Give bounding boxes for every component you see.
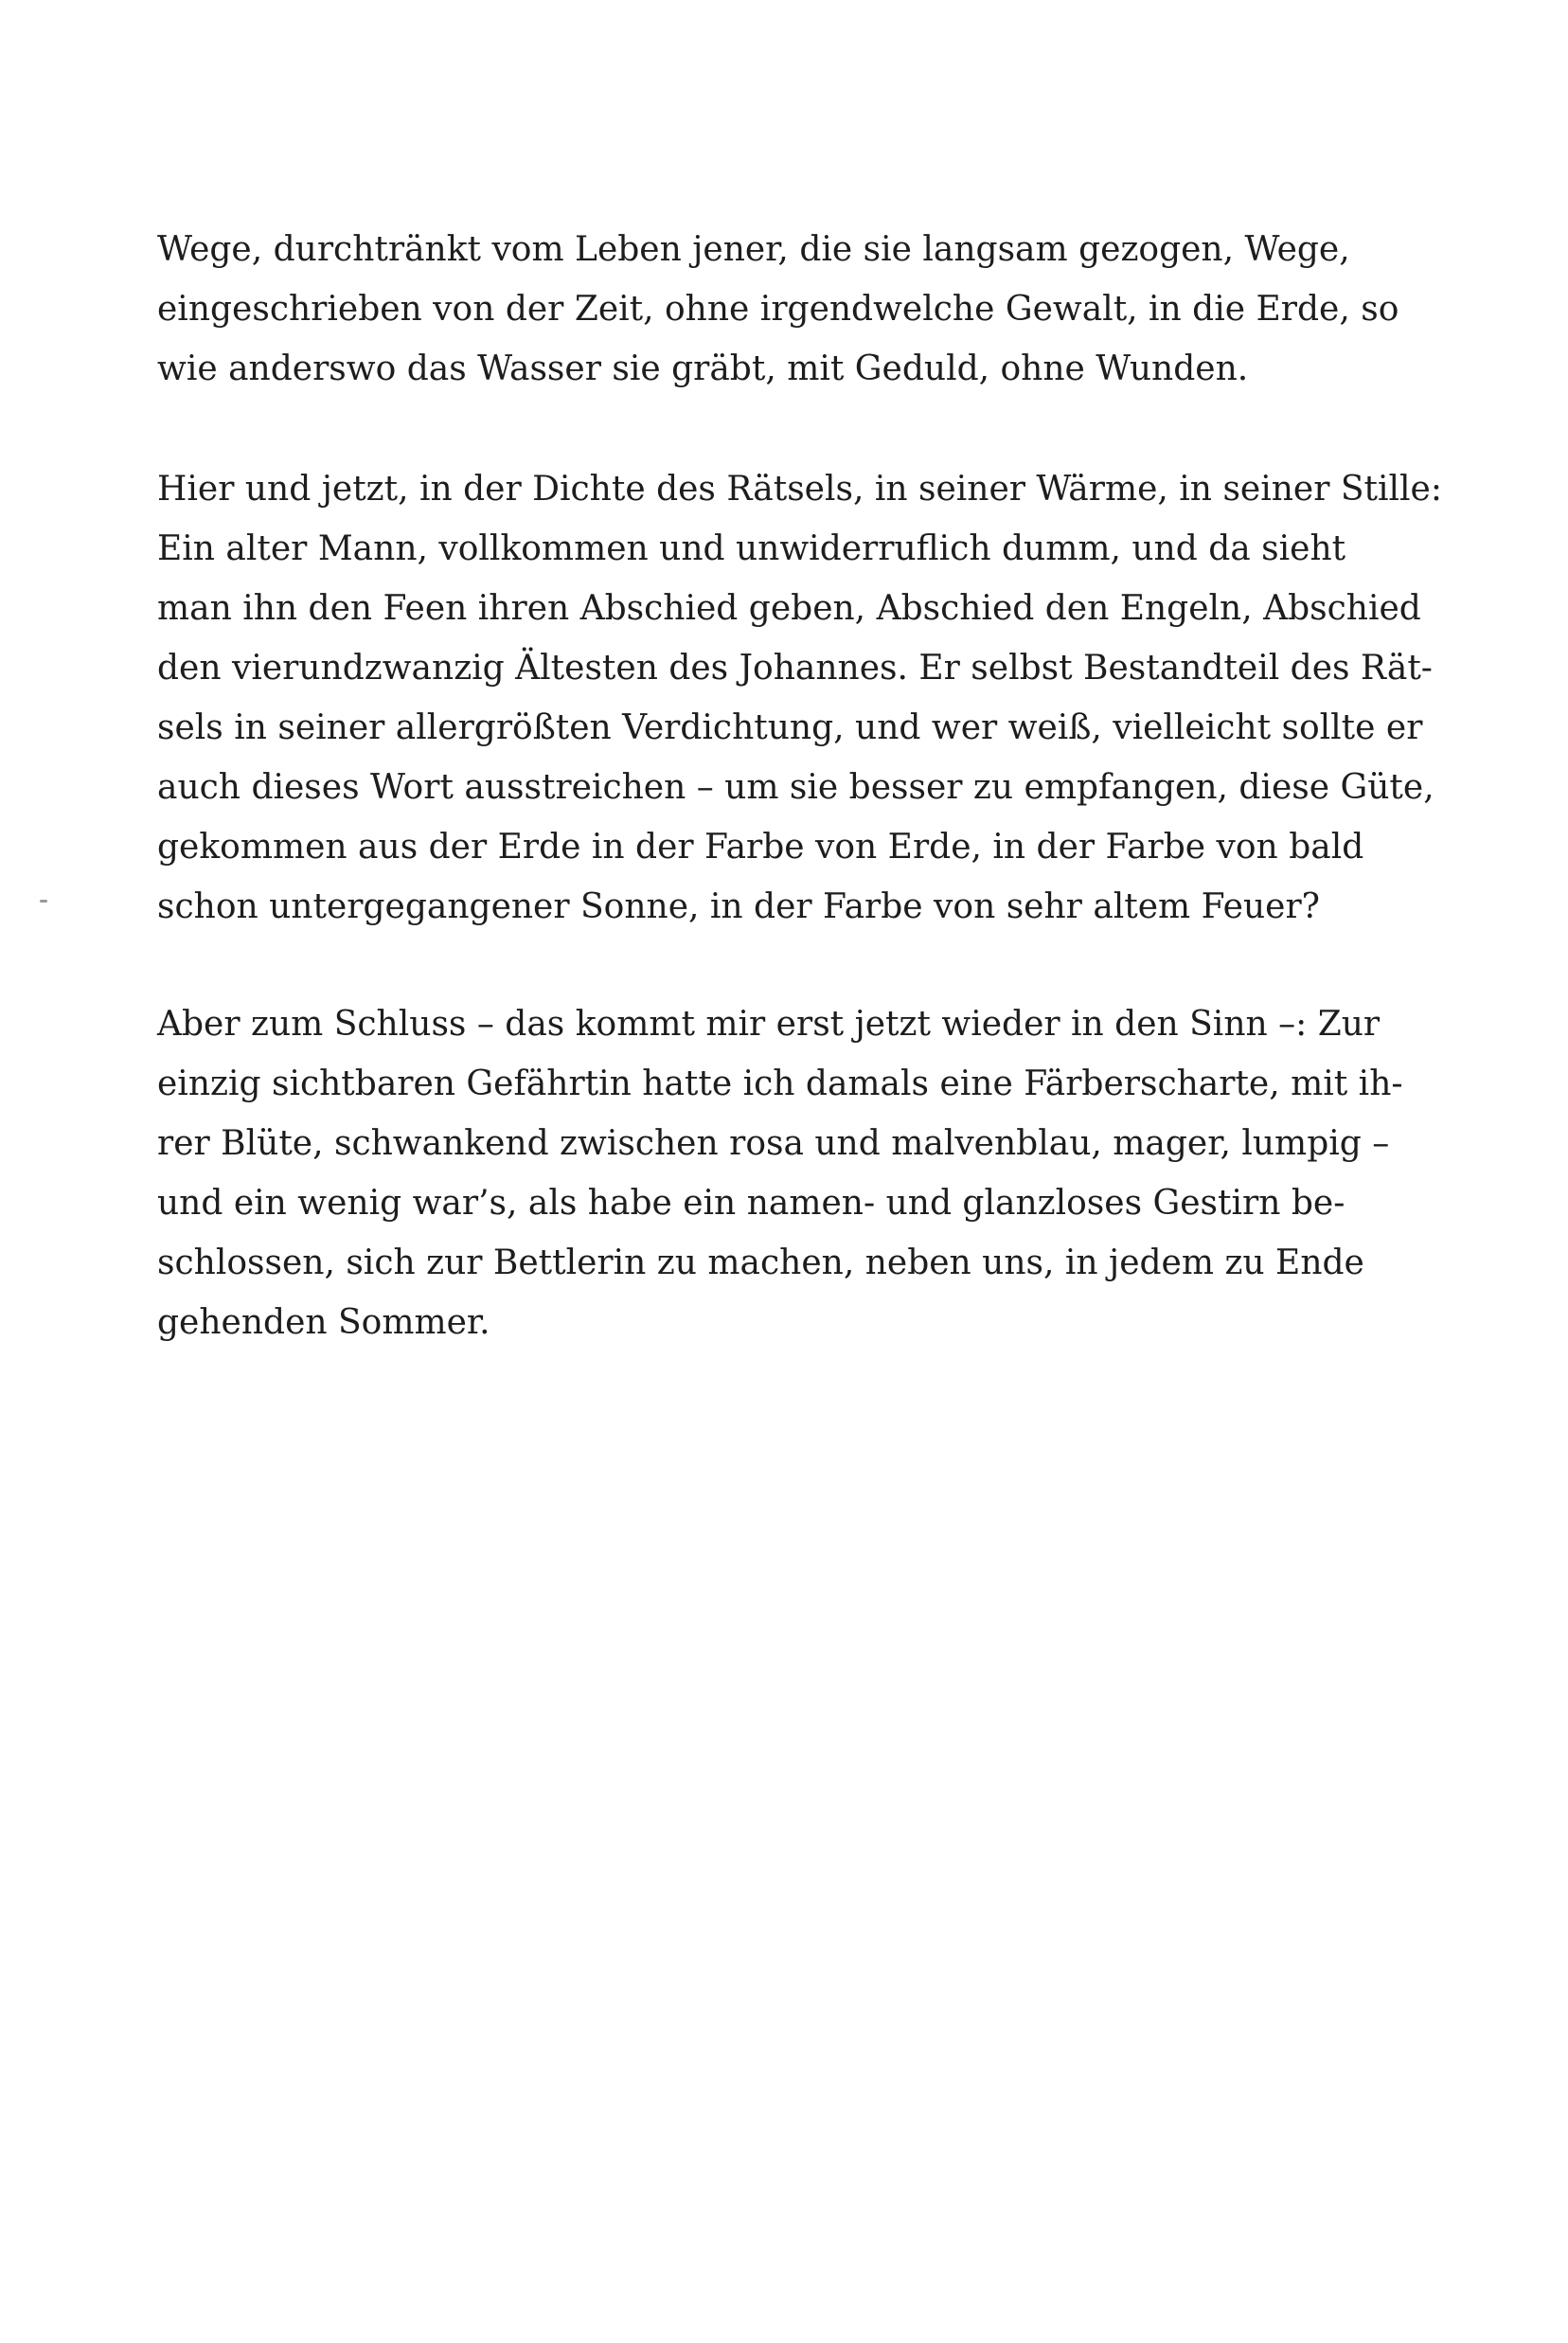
text-line: den vierundzwanzig Ältesten des Johannes. Er selbst Bestandteil des Rät- bbox=[157, 649, 1433, 688]
text-line: sels in seiner allergrößten Verdichtung, und wer weiß, vielleicht sollte er bbox=[157, 708, 1423, 747]
text-line: gekommen aus der Erde in der Farbe von Erde, in der Farbe von bald bbox=[157, 828, 1364, 867]
text-line: Aber zum Schluss – das kommt mir erst jetzt wieder in den Sinn –: Zur bbox=[157, 1005, 1381, 1044]
text-line: Ein alter Mann, vollkommen und unwiderruflich dumm, und da sieht bbox=[157, 529, 1346, 568]
paragraph-2 bbox=[157, 459, 1442, 937]
text-line: schlossen, sich zur Bettlerin zu machen, neben uns, in jedem zu Ende bbox=[157, 1243, 1364, 1282]
text-line: schon untergegangener Sonne, in der Farbe von sehr altem Feuer? bbox=[157, 887, 1320, 926]
text-line: Wege, durchtränkt vom Leben jener, die sie langsam gezogen, Wege, bbox=[157, 230, 1350, 269]
text-line: rer Blüte, schwankend zwischen rosa und malvenblau, mager, lumpig – bbox=[157, 1124, 1390, 1163]
paragraph-3 bbox=[157, 994, 1403, 1352]
margin-mark bbox=[40, 900, 47, 903]
text-line: eingeschrieben von der Zeit, ohne irgendwelche Gewalt, in die Erde, so bbox=[157, 290, 1399, 329]
text-line: man ihn den Feen ihren Abschied geben, Abschied den Engeln, Abschied bbox=[157, 589, 1421, 628]
text-line: wie anderswo das Wasser sie gräbt, mit Geduld, ohne Wunden. bbox=[157, 349, 1249, 388]
text-line: und ein wenig war’s, als habe ein namen- und glanzloses Gestirn be- bbox=[157, 1184, 1345, 1223]
paragraph-1 bbox=[157, 220, 1399, 399]
text-line: einzig sichtbaren Gefährtin hatte ich damals eine Färberscharte, mit ih- bbox=[157, 1064, 1403, 1103]
text-line: gehenden Sommer. bbox=[157, 1303, 490, 1342]
text-line: Hier und jetzt, in der Dichte des Rätsels, in seiner Wärme, in seiner Stille: bbox=[157, 470, 1442, 509]
text-line: auch dieses Wort ausstreichen – um sie besser zu empfangen, diese Güte, bbox=[157, 768, 1434, 807]
